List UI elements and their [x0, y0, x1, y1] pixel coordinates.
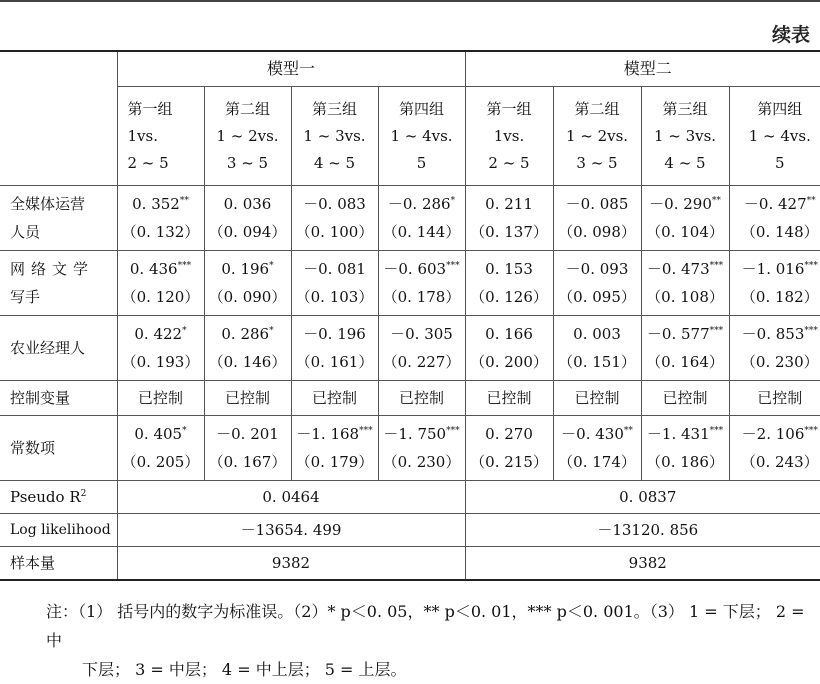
std-error: （0. 230） — [382, 453, 461, 471]
coef-cell — [553, 316, 641, 381]
std-error: （0. 148） — [740, 223, 819, 241]
group-header-cell — [204, 87, 291, 186]
control-cell: 已控制 — [465, 381, 553, 416]
std-error: （0. 095） — [558, 288, 636, 306]
group-header-line3: 5 — [416, 153, 427, 172]
std-error: （0. 098） — [558, 223, 636, 241]
coef-cell — [204, 416, 291, 481]
pseudo-r2-model1: 0. 0464 — [117, 481, 465, 514]
coef-cell — [641, 186, 729, 251]
coef-line — [205, 320, 291, 348]
group-header-line2: 1 ~ 3vs. — [653, 126, 717, 145]
coef-cell — [729, 186, 820, 251]
coef-value: 0. 422 — [134, 325, 183, 343]
coef-cell — [291, 316, 378, 381]
coef-line — [466, 420, 553, 448]
std-error: （0. 144） — [382, 223, 461, 241]
variable-label-line1: 全媒体运营 — [10, 195, 86, 213]
std-error: （0. 182） — [740, 288, 819, 306]
pseudo-r2-model2: 0. 0837 — [465, 481, 820, 514]
sig-stars: *** — [709, 326, 724, 336]
sig-stars: ** — [179, 196, 189, 206]
coef-cell — [729, 316, 820, 381]
coef-line — [118, 320, 204, 348]
table-note — [46, 597, 816, 684]
sample-size-row — [0, 547, 820, 581]
sample-size-model2: 9382 — [465, 547, 820, 581]
coef-cell — [378, 186, 465, 251]
sample-size-label: 样本量 — [0, 547, 117, 581]
coef-line — [730, 320, 820, 348]
coef-value: －0. 093 — [565, 260, 629, 278]
coef-value: 0. 153 — [485, 260, 533, 278]
group-header-cell — [465, 87, 553, 186]
group-header-line2: 1 ~ 2vs. — [216, 126, 279, 145]
std-error: （0. 200） — [470, 353, 548, 371]
sig-stars: * — [450, 196, 456, 206]
group-header-line2: 1 ~ 2vs. — [565, 126, 629, 145]
coef-line — [730, 255, 820, 283]
coef-value: 0. 405 — [134, 425, 183, 443]
std-error: （0. 230） — [740, 353, 819, 371]
sig-stars: * — [269, 326, 274, 336]
coef-value: －0. 196 — [303, 325, 366, 343]
group-header-line3: 2 ~ 5 — [127, 153, 169, 172]
coef-line — [379, 190, 465, 218]
std-error: （0. 090） — [208, 288, 287, 306]
group-header-cell — [729, 87, 820, 186]
sig-stars: *** — [446, 426, 460, 436]
variable-label — [0, 251, 117, 316]
coef-cell — [378, 251, 465, 316]
coef-line — [379, 255, 465, 283]
coef-line — [730, 190, 820, 218]
constant-label: 常数项 — [0, 416, 117, 481]
group-header-title: 第一组 — [127, 99, 173, 118]
std-error: （0. 164） — [646, 353, 724, 371]
coef-value: －0. 853 — [741, 325, 805, 343]
coef-cell — [465, 186, 553, 251]
variable-rows — [0, 186, 820, 381]
coef-value: 0. 196 — [221, 260, 270, 278]
std-error: （0. 215） — [470, 453, 548, 471]
coef-value: －0. 290 — [649, 195, 712, 213]
note-line-1: 注：（1） 括号内的数字为标准误。（2）* p＜0. 05，** p＜0. 01，*** p＜0. 001。（3） 1 = 下层； 2 = 中 — [46, 602, 805, 650]
log-likelihood-label: Log likelihood — [0, 514, 117, 547]
control-cell: 已控制 — [378, 381, 465, 416]
coef-line — [118, 190, 204, 218]
coef-line — [118, 255, 204, 283]
coef-line — [205, 420, 291, 448]
std-error: （0. 186） — [646, 453, 724, 471]
group-header-cell — [641, 87, 729, 186]
pseudo-r2-label: Pseudo $R^2$ — [0, 481, 117, 514]
coef-cell — [553, 251, 641, 316]
group-header-title: 第四组 — [757, 99, 803, 118]
std-error: （0. 120） — [121, 288, 200, 306]
coef-value: 0. 036 — [223, 195, 272, 213]
control-cell: 已控制 — [553, 381, 641, 416]
coef-line — [554, 255, 641, 283]
coef-cell — [553, 416, 641, 481]
coef-line — [554, 190, 641, 218]
coef-cell — [465, 251, 553, 316]
coef-line — [292, 255, 378, 283]
coef-line — [466, 320, 553, 348]
group-header-title: 第二组 — [574, 99, 620, 118]
std-error: （0. 100） — [295, 223, 374, 241]
coef-cell — [729, 416, 820, 481]
coef-cell — [641, 416, 729, 481]
control-cell: 已控制 — [291, 381, 378, 416]
coef-line — [642, 420, 729, 448]
coef-cell — [117, 416, 204, 481]
sig-stars: *** — [804, 426, 818, 436]
std-error: （0. 151） — [558, 353, 636, 371]
coef-cell — [204, 251, 291, 316]
variable-row — [0, 186, 820, 251]
coef-line — [466, 255, 553, 283]
std-error: （0. 146） — [208, 353, 287, 371]
sig-stars: *** — [709, 261, 724, 271]
group-header-line3: 4 ~ 5 — [664, 153, 706, 172]
std-error: （0. 243） — [740, 453, 819, 471]
std-error: （0. 132） — [121, 223, 200, 241]
page-top-rule — [0, 0, 820, 2]
coef-line — [292, 190, 378, 218]
control-cell: 已控制 — [641, 381, 729, 416]
coef-cell — [378, 416, 465, 481]
note-line-2: 下层； 3 = 中层； 4 = 中上层； 5 = 上层。 — [82, 660, 407, 679]
coef-value: －0. 430 — [561, 425, 624, 443]
group-header-cell — [378, 87, 465, 186]
std-error: （0. 179） — [295, 453, 374, 471]
coef-value: －0. 427 — [743, 195, 807, 213]
sig-stars: *** — [804, 326, 818, 336]
model1-header: 模型一 — [117, 51, 465, 87]
continued-label: 续表 — [771, 24, 810, 46]
coef-value: －0. 473 — [646, 260, 710, 278]
log-likelihood-row — [0, 514, 820, 547]
variable-label — [0, 186, 117, 251]
coef-value: －0. 577 — [646, 325, 710, 343]
coef-value: 0. 436 — [129, 260, 178, 278]
group-header-line3: 3 ~ 5 — [576, 153, 618, 172]
coef-value: －1. 431 — [646, 425, 710, 443]
group-header-line3: 2 ~ 5 — [488, 153, 530, 172]
control-cell: 已控制 — [117, 381, 204, 416]
coef-cell — [641, 316, 729, 381]
coef-value: －1. 168 — [296, 425, 360, 443]
std-error: （0. 193） — [121, 353, 200, 371]
group-header-line2: 1 ~ 4vs. — [748, 126, 811, 145]
coef-value: －0. 083 — [303, 195, 366, 213]
coef-cell — [291, 186, 378, 251]
sig-stars: * — [182, 426, 187, 436]
coef-cell — [729, 251, 820, 316]
coef-cell — [117, 316, 204, 381]
sig-stars: ** — [623, 426, 633, 436]
group-header-cell — [291, 87, 378, 186]
std-error: （0. 178） — [382, 288, 461, 306]
model-header-row — [0, 51, 820, 87]
std-error: （0. 108） — [646, 288, 724, 306]
group-header-line3: 4 ~ 5 — [313, 153, 356, 172]
coef-cell — [291, 416, 378, 481]
group-header-line2: 1 ~ 4vs. — [390, 126, 453, 145]
coef-value: 0. 211 — [485, 195, 533, 213]
coef-cell — [553, 186, 641, 251]
std-error: （0. 167） — [208, 453, 287, 471]
std-error: （0. 103） — [295, 288, 374, 306]
sig-stars: *** — [804, 261, 818, 271]
group-header-line2: 1 ~ 3vs. — [303, 126, 366, 145]
variable-label-line2: 写手 — [10, 288, 41, 306]
group-header-cell — [117, 87, 204, 186]
sig-stars: * — [182, 326, 187, 336]
variable-row — [0, 251, 820, 316]
group-header-line3: 5 — [775, 153, 785, 172]
group-header-line2: 1vs. — [127, 126, 158, 145]
coef-line — [379, 320, 465, 348]
coef-line — [642, 320, 729, 348]
group-header-line2: 1vs. — [493, 126, 525, 145]
coef-line — [205, 255, 291, 283]
std-error: （0. 137） — [470, 223, 548, 241]
coef-value: －1. 016 — [741, 260, 805, 278]
coef-line — [466, 190, 553, 218]
constant-row — [0, 416, 820, 481]
coef-line — [118, 420, 204, 448]
variable-label — [0, 316, 117, 381]
std-error: （0. 161） — [295, 353, 374, 371]
coef-cell — [117, 251, 204, 316]
sig-stars: *** — [446, 261, 460, 271]
group-header-title: 第一组 — [486, 99, 532, 118]
sig-stars: ** — [711, 196, 721, 206]
corner-cell — [0, 51, 117, 186]
sig-stars: *** — [177, 261, 192, 271]
group-header-cell — [553, 87, 641, 186]
group-header-title: 第四组 — [399, 99, 445, 118]
std-error: （0. 094） — [208, 223, 287, 241]
coef-cell — [291, 251, 378, 316]
coef-line — [379, 420, 465, 448]
sig-stars: *** — [359, 426, 373, 436]
control-label: 控制变量 — [0, 381, 117, 416]
group-header-title: 第二组 — [224, 99, 270, 118]
model2-header: 模型二 — [465, 51, 820, 87]
group-header-title: 第三组 — [662, 99, 708, 118]
coef-line — [554, 320, 641, 348]
coef-value: －0. 305 — [390, 325, 453, 343]
sig-stars: * — [269, 261, 274, 271]
std-error: （0. 174） — [558, 453, 636, 471]
group-header-row — [0, 87, 820, 186]
coef-value: －2. 106 — [741, 425, 805, 443]
coef-cell — [465, 316, 553, 381]
pseudo-r2-row — [0, 481, 820, 514]
coef-value: －0. 603 — [383, 260, 447, 278]
coef-line — [292, 320, 378, 348]
coef-cell — [117, 186, 204, 251]
coef-value: －0. 286 — [387, 195, 451, 213]
coef-cell — [378, 316, 465, 381]
log-likelihood-model1: －13654. 499 — [117, 514, 465, 547]
std-error: （0. 205） — [121, 453, 200, 471]
coef-line — [642, 255, 729, 283]
coef-line — [554, 420, 641, 448]
coef-cell — [641, 251, 729, 316]
variable-row — [0, 316, 820, 381]
coef-line — [292, 420, 378, 448]
coef-line — [642, 190, 729, 218]
sample-size-model1: 9382 — [117, 547, 465, 581]
coef-value: －0. 085 — [565, 195, 629, 213]
coef-cell — [204, 316, 291, 381]
coef-line — [730, 420, 820, 448]
coef-value: 0. 003 — [573, 325, 621, 343]
std-error: （0. 227） — [382, 353, 461, 371]
control-cell: 已控制 — [729, 381, 820, 416]
variable-label-line1: 农业经理人 — [10, 339, 86, 357]
std-error: （0. 126） — [470, 288, 548, 306]
coef-value: －1. 750 — [383, 425, 447, 443]
sig-stars: ** — [806, 196, 816, 206]
std-error: （0. 104） — [646, 223, 724, 241]
group-header-line3: 3 ~ 5 — [226, 153, 269, 172]
coef-value: 0. 352 — [132, 195, 180, 213]
coef-cell — [204, 186, 291, 251]
coef-value: －0. 081 — [303, 260, 366, 278]
variable-label-line2: 人员 — [10, 223, 41, 241]
coef-line — [205, 190, 291, 218]
coef-value: 0. 270 — [485, 425, 533, 443]
control-row — [0, 381, 820, 416]
coef-value: 0. 166 — [485, 325, 533, 343]
sig-stars: *** — [709, 426, 724, 436]
coef-value: 0. 286 — [221, 325, 270, 343]
control-cell: 已控制 — [204, 381, 291, 416]
variable-label-line1: 网络文学 — [10, 260, 95, 278]
regression-table — [0, 50, 820, 581]
group-header-title: 第三组 — [311, 99, 357, 118]
coef-value: －0. 201 — [216, 425, 279, 443]
log-likelihood-model2: －13120. 856 — [465, 514, 820, 547]
coef-cell — [465, 416, 553, 481]
